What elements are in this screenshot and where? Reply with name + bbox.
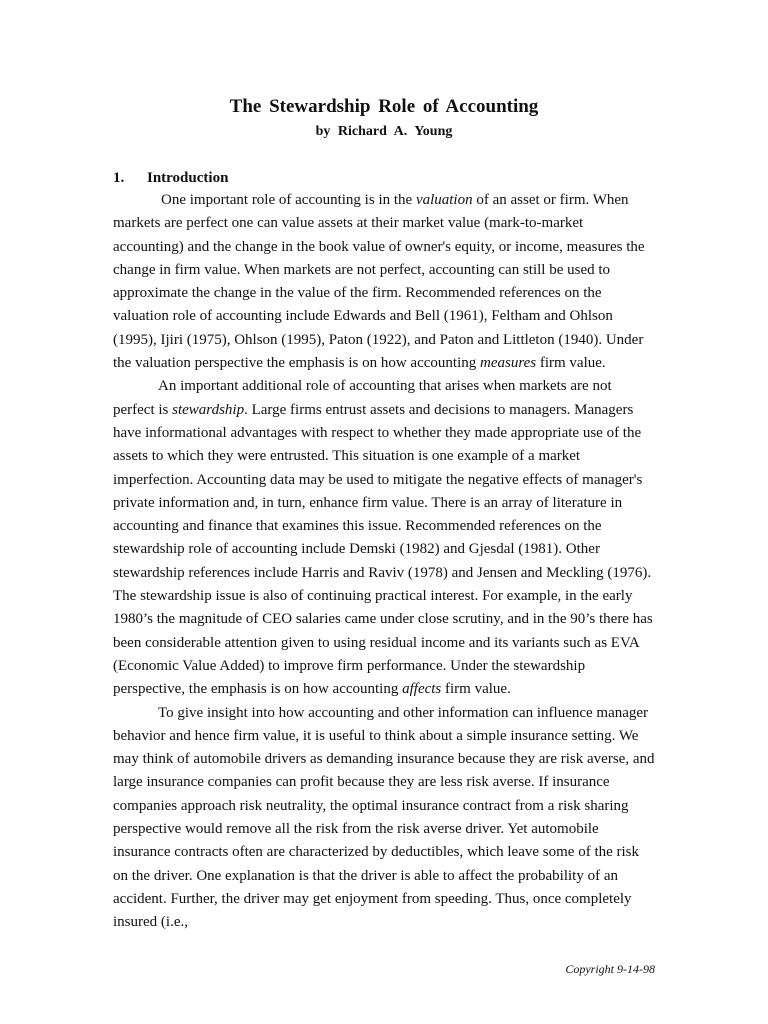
italic-text: affects [402, 681, 442, 698]
section-title: Introduction [147, 170, 229, 186]
paragraph-2 [113, 375, 655, 701]
body-text [113, 189, 655, 935]
text-run: firm value. [536, 355, 606, 372]
italic-text: measures [480, 355, 537, 372]
italic-text: valuation [415, 192, 473, 208]
text-run: firm value. [441, 681, 511, 698]
paragraph-3 [113, 702, 655, 935]
copyright-footer: Copyright 9-14-98 [565, 962, 655, 976]
text-run: One important role of accounting is in the [161, 192, 416, 208]
text-run: An important additional role of accounting that arises when markets are not perfect is [113, 378, 612, 418]
document-title: The Stewardship Role of Accounting [229, 96, 539, 117]
text-run: . Large firms entrust assets and decisions to managers. Managers have informational advantages with respect to whether they made appropriate use of the assets to which they were entrusted. This situation is one example of a market imperfection. Accounting data may be used to mitigate the negative effects of manager's private information and, in turn, enhance firm value. There is an array of literature in accounting and finance that examines this issue. Recommended references on the stewardship role of accounting include Demski (1982) and Gjesdal (1981). Other stewardship references include Harris and Raviv (1978) and Jensen and Meckling (1976). The stewardship issue is also of continuing practical interest. For example, in the early 1980’s the magnitude of CEO salaries came under close scrutiny, and in the 90’s there has been considerable attention given to using residual income and its variants such as EVA (Economic Value Added) to improve firm performance. Under the stewardship perspective, the emphasis is on how accounting [113, 401, 653, 698]
document-author: by Richard A. Young [315, 124, 453, 139]
text-run: To give insight into how accounting and other information can influence manager behavior and hence firm value, it is useful to think about a simple insurance setting. We may think of automobile drivers as demanding insurance because they are risk averse, and large insurance companies can profit because they are less risk averse. If insurance companies approach risk neutrality, the optimal insurance contract from a risk sharing perspective would remove all the risk from the risk averse driver. Yet automobile insurance contracts often are characterized by deductibles, which leave some of the risk on the driver. One explanation is that the driver is able to affect the probability of an accident. Further, the driver may get enjoyment from speeding. Thus, once completely insured (i.e., [113, 704, 655, 931]
paragraph-1 [113, 189, 655, 375]
italic-text: stewardship [172, 401, 245, 418]
section-heading [113, 168, 228, 188]
section-number: 1. [113, 170, 125, 186]
text-run: of an asset or firm. When markets are perfect one can value assets at their market value (mark-to-market accounting) and the change in the book value of owner's equity, or income, measures the change in firm value. When markets are not perfect, accounting can still be used to approximate the change in the value of the firm. Recommended references on the valuation role of accounting include Edwards and Bell (1961), Feltham and Ohlson (1995), Ijiri (1975), Ohlson (1995), Paton (1922), and Paton and Littleton (1940). Under the valuation perspective the emphasis is on how accounting [113, 192, 645, 372]
